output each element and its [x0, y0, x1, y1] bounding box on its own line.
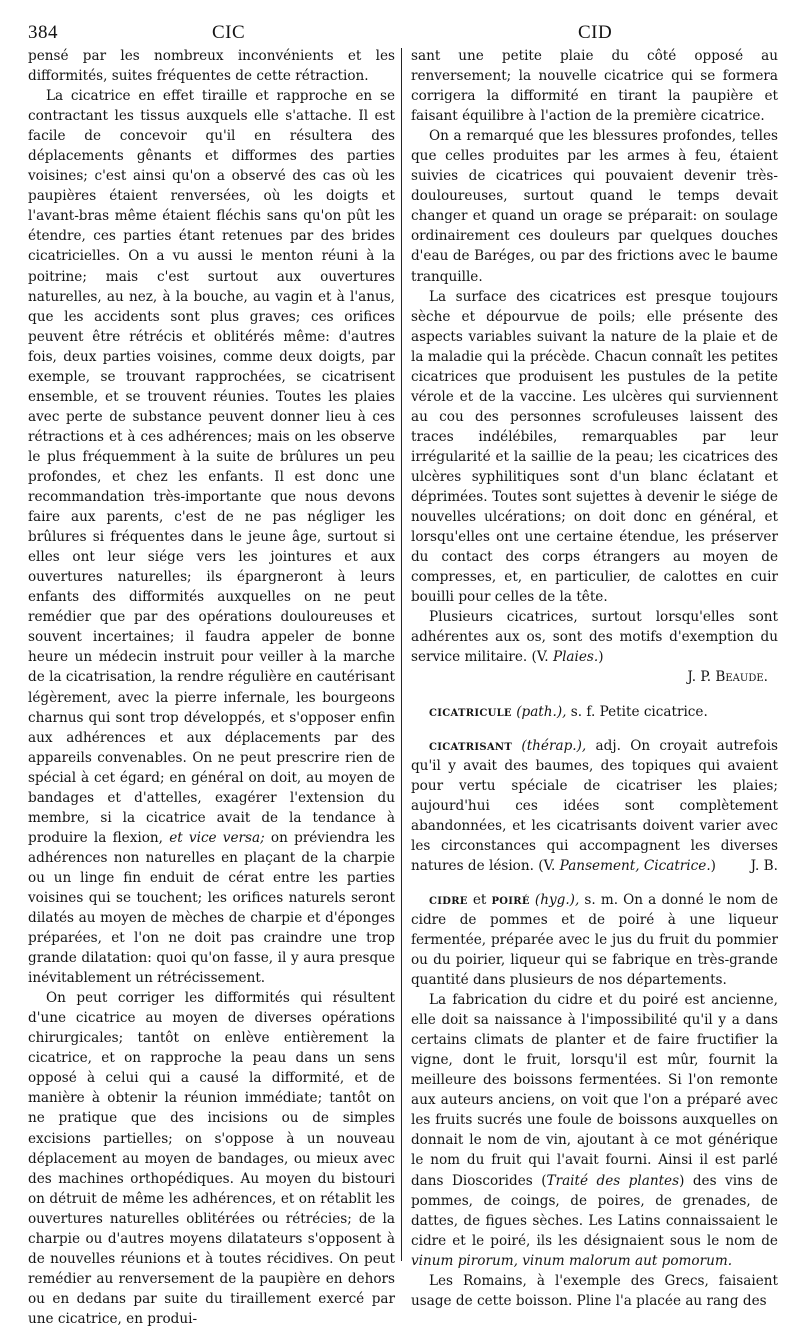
right-paragraph-2: On a remarqué que les blessures profondes, telles que celles produites par les armes à feu, étaient suivies de cicatrices qui pouvaient devenir très-douloureuses, surtout quand le temps devait changer et quand un orage se préparait: on soulage ordinairement ces douleurs par quelques douches d'eau de Baréges, ou par des frictions avec le baume tranquille. — [410, 128, 778, 285]
running-header — [28, 10, 778, 46]
right-paragraph-4: Plusieurs cicatrices, surtout lorsqu'elles sont adhérentes aux os, sont des motifs d'exemption du service militaire. (V. Plaies.) — [410, 609, 778, 666]
right-paragraph-3: La surface des cicatrices est presque toujours sèche et dépourvue de poils; elle présente des aspects variables suivant la nature de la plaie et de la maladie qui la précède. Chacun connaît les petites cicatrices que produisent les pustules de la petite vérole et de la vaccine. Les ulcères qui surviennent au cou des personnes scrofuleuses laissent des traces indélébiles, remarquables par leur irrégularité et la saillie de la peau; les cicatrices des ulcères syphilitiques sont d'un blanc éclatant et déprimées. Toutes sont sujettes à devenir le siége de nouvelles ulcérations; on doit donc en général, et lorsqu'elles ont une certaine étendue, les préserver du contact des corps étrangers au moyen de compresses, et, en particulier, de calottes en cuir bouilli pour celles de la tête. — [410, 288, 778, 606]
left-paragraph-1: pensé par les nombreux inconvénients et les difformités, suites fréquentes de cette rétraction. — [28, 48, 395, 85]
page-number: 384 — [28, 22, 58, 43]
text-columns — [28, 46, 779, 1327]
entry-cidre-et-poire: cidre et poiré (hyg.), s. m. On a donné le nom de cidre de pommes et de poiré à une liqueur fermentée, préparée avec le jus du fruit du pommier ou du poirier, liqueur qui se fabrique en très-grande quantité dans plusieurs de nos départements. — [410, 891, 779, 989]
right-paragraph-1: sant une petite plaie du côté opposé au renversement; la nouvelle cicatrice qui se formera corrigera la difformité en tirant la paupière et faisant équilibre à l'action de la première cicatrice. — [410, 48, 778, 125]
right-column — [402, 46, 779, 1309]
left-running-head: CIC — [212, 22, 246, 43]
entry-cicatrisant: cicatrisant (thérap.), adj. On croyait autrefois qu'il y avait des baumes, des topiques qui avaient pour vertu spéciale de cicatriser les plaies; aujourd'hui ces idées sont complètement abandonnées, et les cicatrisants doivent varier avec les circonstances qui accompagnent les diverses natures de lésion. (V. Pansement, Cicatrice.) J. B. — [411, 736, 778, 876]
entry-signature: J. B. — [750, 857, 778, 874]
right-paragraph-5: La fabrication du cidre et du poiré est ancienne, elle doit sa naissance à l'impossibilité qu'il y a dans certains climats de planter et de faire fructifier la vigne, dont le fruit, lorsqu'il est mûr, fournit la meilleure des boissons fermentées. Si l'on remonte aux auteurs anciens, on voit que l'on a préparé avec les fruits sucrés une foule de boissons auxquelles on donnait le nom de vin, ajoutant à ce mot générique le nom du fruit qui l'avait fourni. Ainsi il est parlé dans Dioscorides (Traité des plantes) des vins de pommes, de coings, de poires, de grenades, de dattes, de figues sèches. Les Latins connaissaient le cidre et le poiré, ils les désignaient sous le nom de vinum pirorum, vinum malorum aut pomorum. — [410, 992, 778, 1269]
right-running-head: CID — [578, 22, 613, 43]
left-column — [28, 46, 401, 1327]
entry-term-2: poiré — [491, 891, 530, 908]
entry-term: cicatricule — [428, 703, 512, 720]
left-paragraph-3: On peut corriger les difformités qui résultent d'une cicatrice au moyen de diverses opérations chirurgicales; tantôt on enlève entièrement la cicatrice, et on rapproche la peau dans un sens opposé à celui qui a causé la difformité, et de manière à obtenir la réunion immédiate; tantôt on ne pratique que des incisions ou de simples excisions partielles; on s'oppose à un nouveau déplacement au moyen de bandages, ou mieux avec des machines orthopédiques. Au moyen du bistouri on détruit de même les adhérences, et on rétablit les ouvertures naturelles oblitérées ou rétrécies; de la charpie ou d'autres moyens dilatateurs s'opposent à de nouvelles réunions et à toutes récidives. On peut remédier au renversement de la paupière en dehors ou en dedans par suite du tiraillement exercé par une cicatrice, en produi- — [28, 990, 395, 1327]
left-paragraph-2: La cicatrice en effet tiraille et rapproche en se contractant les tissus auxquels elle s'attache. Il est facile de concevoir qu'il en résultera des déplacements gênants et difformes des parties voisines; c'est ainsi qu'on a observé des cas où les paupières étaient renversées, où les doigts et l'avant-bras même étaient fléchis sans qu'on pût les étendre, ces parties étant retenues par des brides cicatricielles. On a vu aussi le menton réuni à la poitrine; mais c'est surtout aux ouvertures naturelles, au nez, à la bouche, au vagin et à l'anus, que les accidents sont plus graves; ces orifices peuvent être rétrécis et oblitérés même: d'autres fois, deux parties voisines, comme deux doigts, par exemple, se trouvant rapprochées, se cicatrisent ensemble, et se trouvent réunies. Toutes les plaies avec perte de substance peuvent donner lieu à ces rétractions et à ces adhérences; mais on les observe le plus fréquemment à la suite de brûlures un peu profondes, et chez les enfants. Il est donc une recommandation très-importante que nous devons faire aux parents, c'est de ne pas négliger les brûlures si fréquentes dans le jeune âge, surtout si elles ont leur siége vers les jointures et aux ouvertures naturelles; ils épargneront à leurs enfants des difformités auxquelles on ne peut remédier que par des opérations douloureuses et souvent incertaines; il faudra appeler de bonne heure un médecin instruit pour veiller à la marche de la cicatrisation, la rendre régulière en cautérisant légèrement, avec la pierre infernale, les bourgeons charnus qui sont trop développés, et s'opposer enfin aux adhérences et aux déplacements par des appareils convenables. On ne peut prescrire rien de spécial à cet égard; en général on doit, au moyen de bandages et d'attelles, exagérer l'extension du membre, si la cicatrice avait de la tendance à produire la flexion, et vice versa; on préviendra les adhérences non naturelles en plaçant de la charpie ou un linge fin enduit de cérat entre les parties voisines qui se touchent; les orifices naturels seront dilatés au moyen de mèches de charpie et d'éponges préparées, et l'on ne doit pas craindre une trop grande dilatation: quoi qu'on fasse, il y aura presque inévitablement un rétrécissement. — [28, 88, 396, 987]
right-paragraph-6: Les Romains, à l'exemple des Grecs, faisaient usage de cette boisson. Pline l'a placée au rang des — [410, 1272, 778, 1309]
entry-cicatricule: cicatricule (path.), s. f. Petite cicatrice. — [428, 703, 708, 720]
entry-term: cidre — [428, 891, 468, 908]
entry-term: cicatrisant — [428, 737, 513, 754]
author-signature: J. P. Beaude. — [687, 669, 768, 686]
italic-phrase: et vice versa; — [169, 829, 265, 846]
